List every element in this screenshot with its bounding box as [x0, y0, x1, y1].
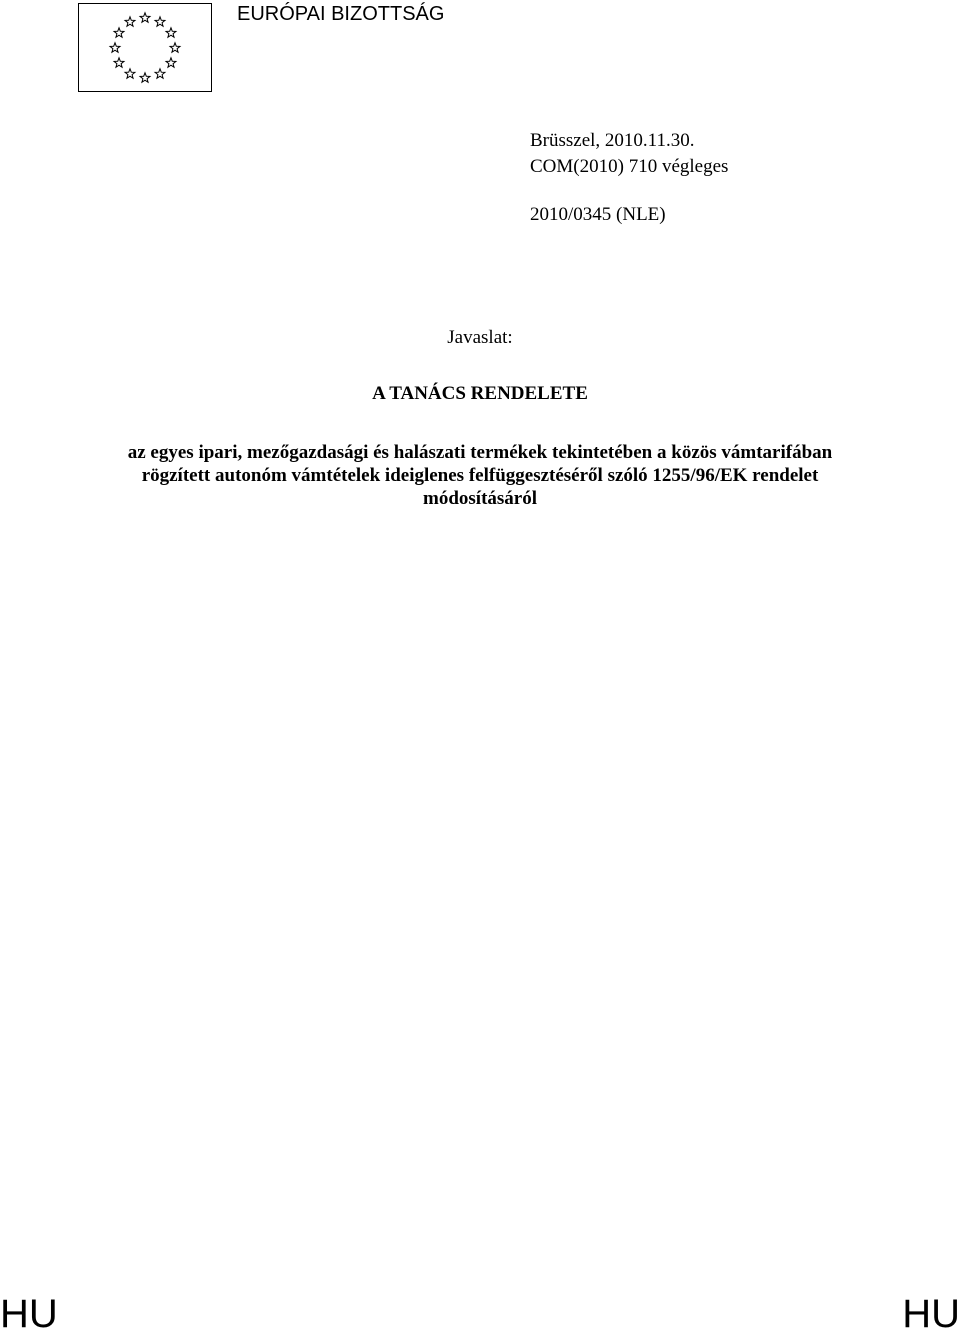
star-icon	[155, 17, 165, 26]
eu-emblem-stars-icon	[79, 4, 213, 93]
act-title: A TANÁCS RENDELETE	[372, 383, 588, 404]
act-subject-line: módosításáról	[423, 488, 537, 509]
document-type: Javaslat:	[447, 327, 513, 348]
star-icon	[140, 13, 150, 22]
star-icon	[114, 58, 124, 67]
com-reference: COM(2010) 710 végleges	[530, 156, 729, 177]
star-icon	[140, 73, 150, 82]
star-icon	[110, 43, 120, 52]
star-icon	[125, 17, 135, 26]
star-icon	[170, 43, 180, 52]
eu-emblem	[78, 3, 212, 92]
star-icon	[166, 28, 176, 37]
act-subject-line: az egyes ipari, mezőgazdasági és halászati termékek tekintetében a közös vámtarifában	[127, 442, 833, 463]
act-subject	[0, 441, 960, 510]
star-icon	[125, 69, 135, 78]
star-icon	[114, 28, 124, 37]
language-code-right: HU	[902, 1292, 960, 1336]
act-subject-line: rögzített autonóm vámtételek ideiglenes felfüggesztéséről szóló 1255/96/EK rendelet	[141, 465, 819, 486]
star-icon	[155, 69, 165, 78]
place-date: Brüsszel, 2010.11.30.	[530, 130, 695, 151]
language-code-left: HU	[0, 1292, 58, 1336]
institution-name: EURÓPAI BIZOTTSÁG	[237, 3, 445, 25]
star-icon	[166, 58, 176, 67]
procedure-reference: 2010/0345 (NLE)	[530, 204, 666, 225]
